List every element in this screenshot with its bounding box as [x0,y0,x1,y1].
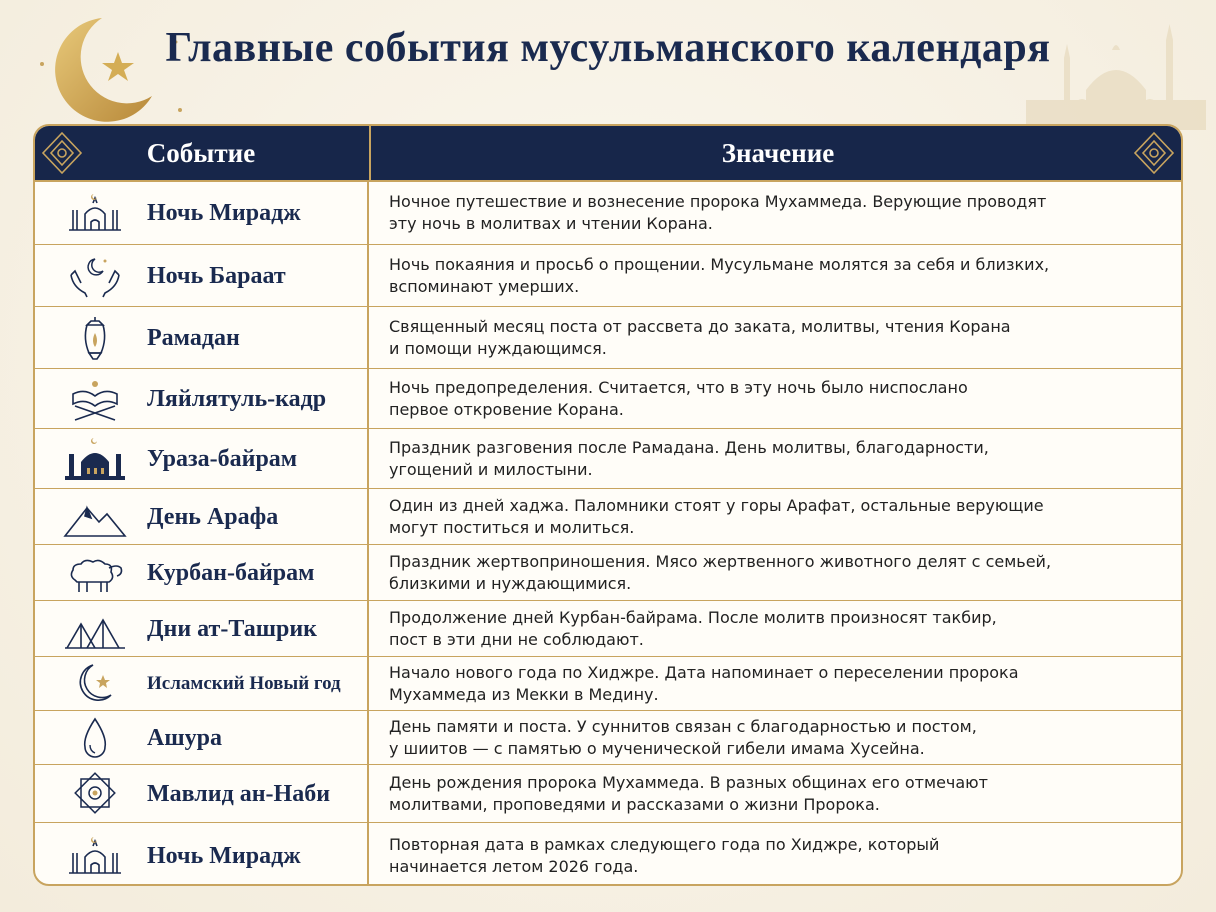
table-row [35,656,1181,710]
event-name: Исламский Новый год [147,673,341,694]
mosque-dome-icon [63,436,127,482]
meaning-line-1: Повторная дата в рамках следующего года по Хиджре, который [389,835,940,854]
event-meaning [389,772,1169,816]
corner-ornament-icon [1131,129,1177,177]
table-row [35,182,1181,244]
event-meaning [389,191,1169,235]
drop-icon [63,715,127,761]
meaning-line-2: Мухаммеда из Мекки в Медину. [389,685,659,704]
event-name: Ночь Мирадж [147,200,301,226]
event-name: Курбан-байрам [147,560,315,586]
event-name: Мавлид ан-Наби [147,781,331,807]
meaning-line-2: пост в эти дни не соблюдают. [389,630,644,649]
table-row [35,600,1181,656]
meaning-line-2: молитвами, проповедями и рассказами о жизни Пророка. [389,795,880,814]
event-name: Ляйлятуль-кадр [147,386,327,412]
event-name: Ураза-байрам [147,446,298,472]
meaning-line-1: День рождения пророка Мухаммеда. В разных общинах его отмечают [389,773,988,792]
meaning-line-2: начинается летом 2026 года. [389,857,639,876]
meaning-line-2: у шиитов — с памятью о мученической гибели имама Хусейна. [389,739,925,758]
meaning-line-1: Продолжение дней Курбан-байрама. После молитв произносят такбир, [389,608,997,627]
event-meaning [389,495,1169,539]
event-name: День Арафа [147,504,279,530]
table-row [35,544,1181,600]
table-row [35,368,1181,428]
event-name: Ночь Мирадж [147,843,301,869]
praying-hands-icon [63,253,127,299]
crescent-star-icon [63,661,127,707]
mountain-icon [63,494,127,540]
lantern-icon [63,315,127,361]
meaning-line-2: угощений и милостыни. [389,460,593,479]
event-name: Ночь Бараат [147,263,286,289]
table-row [35,488,1181,544]
meaning-line-2: эту ночь в молитвах и чтении Корана. [389,214,713,233]
meaning-line-1: Начало нового года по Хиджре. Дата напоминает о переселении пророка [389,663,1019,682]
meaning-line-2: первое откровение Корана. [389,400,624,419]
sheep-icon [63,550,127,596]
event-meaning [389,662,1169,706]
column-header-meaning: Значение [369,126,1183,180]
event-meaning [389,437,1169,481]
table-row [35,428,1181,488]
meaning-line-2: близкими и нуждающимися. [389,574,632,593]
mosque-icon [63,833,127,879]
ornament-star-icon [63,771,127,817]
event-name: Рамадан [147,325,240,351]
meaning-line-2: и помощи нуждающимся. [389,339,607,358]
column-header-event: Событие [146,138,256,168]
table-row [35,306,1181,368]
page-title: Главные события мусульманского календаря [165,25,1051,71]
event-meaning [389,607,1169,651]
event-meaning [389,834,1169,878]
event-name: Дни ат-Ташрик [147,616,318,642]
meaning-line-1: Праздник разговения после Рамадана. День молитвы, благодарности, [389,438,989,457]
meaning-line-1: Праздник жертвоприношения. Мясо жертвенного животного делят с семьей, [389,552,1052,571]
event-meaning [389,551,1169,595]
meaning-line-1: Священный месяц поста от рассвета до заката, молитвы, чтения Корана [389,317,1011,336]
events-table [33,124,1183,886]
event-meaning [389,316,1169,360]
event-meaning [389,377,1169,421]
meaning-line-1: Ночь покаяния и просьб о прощении. Мусульмане молятся за себя и близких, [389,255,1050,274]
meaning-line-1: Один из дней хаджа. Паломники стоят у горы Арафат, остальные верующие [389,496,1044,515]
tents-icon [63,606,127,652]
event-meaning [389,716,1169,760]
table-row [35,710,1181,764]
meaning-line-1: День памяти и поста. У суннитов связан с благодарностью и постом, [389,717,977,736]
table-row [35,822,1181,886]
meaning-line-1: Ночное путешествие и вознесение пророка Мухаммеда. Верующие проводят [389,192,1047,211]
event-name: Ашура [147,725,222,751]
quran-stand-icon [63,376,127,422]
meaning-line-2: вспоминают умерших. [389,277,580,296]
table-header [35,126,1181,182]
table-row [35,244,1181,306]
meaning-line-1: Ночь предопределения. Считается, что в эту ночь было ниспослано [389,378,968,397]
event-meaning [389,254,1169,298]
mosque-icon [63,190,127,236]
meaning-line-2: могут поститься и молиться. [389,518,635,537]
table-row [35,764,1181,822]
